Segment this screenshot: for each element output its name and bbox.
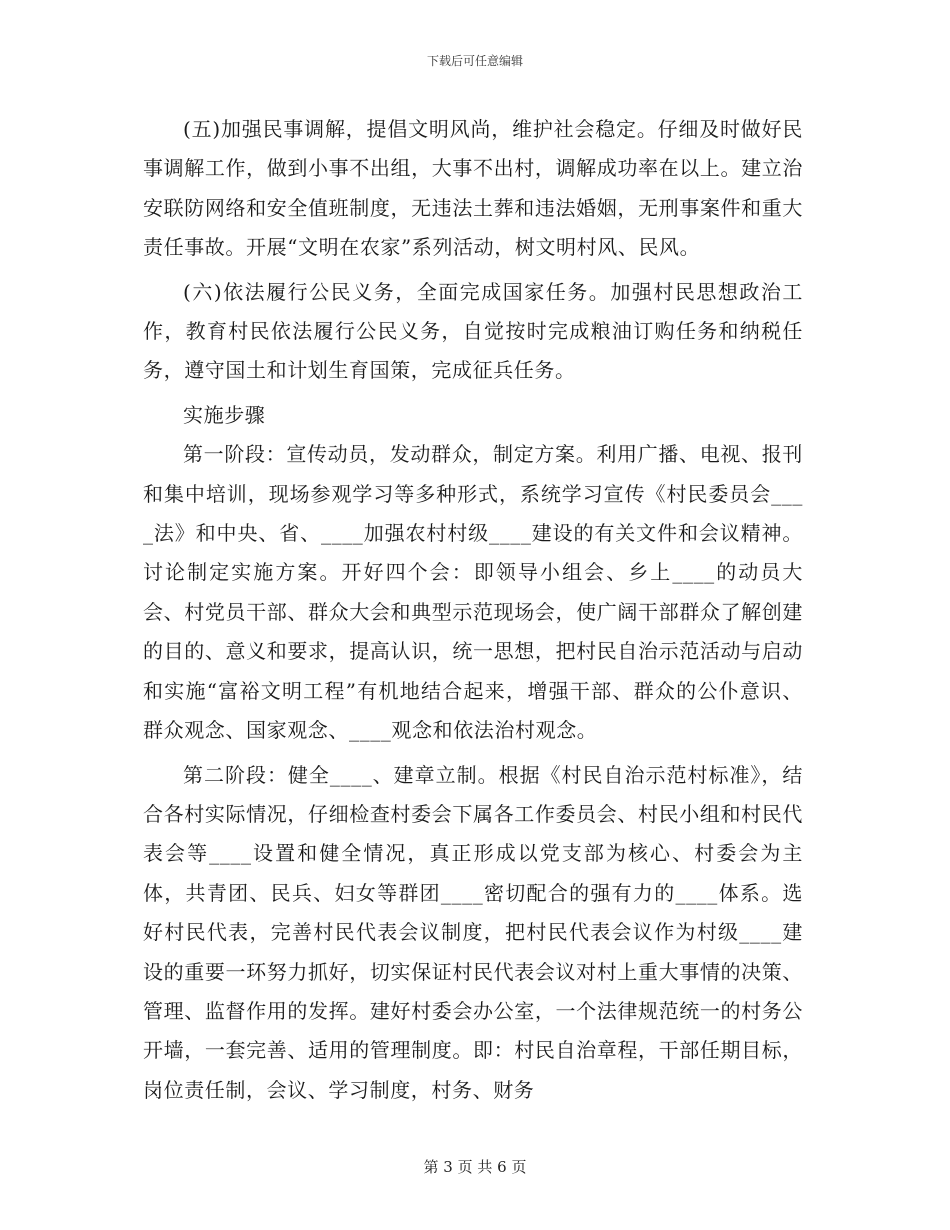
page-number: 第 3 页 共 6 页: [423, 1158, 527, 1176]
paragraph-stage-two: 第二阶段：健全____、建章立制。根据《村民自治示范村标准》，结合各村实际情况，仔细检查村委会下属各工作委员会、村民小组和村民代表会等____设置和健全情况，真正形成以党支部为核心、村委会为主体，共青团、民兵、妇女等群团____密切配合的强有力的____体系。选好村民代表，完善村民代表会议制度，把村民代表会议作为村级____建设的重要一环努力抓好，切实保证村民代表会议对村上重大事情的决策、管理、监督作用的发挥。建好村委会办公室，一个法律规范统一的村务公开墙，一套完善、适用的管理制度。即：村民自治章程，干部任期目标，岗位责任制，会议、学习制度，村务、财务: [143, 762, 803, 1102]
paragraph-stage-one: 第一阶段：宣传动员，发动群众，制定方案。利用广播、电视、报刊和集中培训，现场参观学习等多种形式，系统学习宣传《村民委员会____法》和中央、省、____加强农村村级____建设的有关文件和会议精神。讨论制定实施方案。开好四个会：即领导小组会、乡上____的动员大会、村党员干部、群众大会和典型示范现场会，使广阔干部群众了解创建的目的、意义和要求，提高认识，统一思想，把村民自治示范活动与启动和实施“富裕文明工程”有机地结合起来，增强干部、群众的公仆意识、群众观念、国家观念、____观念和依法治村观念。: [143, 442, 803, 743]
paragraph-civic-duty: (六)依法履行公民义务，全面完成国家任务。加强村民思想政治工作，教育村民依法履行公民义务，自觉按时完成粮油订购任务和纳税任务，遵守国土和计划生育国策，完成征兵任务。: [143, 279, 803, 383]
page-header: 下载后可任意编辑: [426, 54, 523, 68]
document-body: [143, 110, 803, 1110]
paragraph-mediation: (五)加强民事调解，提倡文明风尚，维护社会稳定。仔细及时做好民事调解工作，做到小事不出组，大事不出村，调解成功率在以上。建立治安联防网络和安全值班制度，无违法土葬和违法婚姻，无刑事案件和重大责任事故。开展“文明在农家”系列活动，树文明村风、民风。: [143, 117, 803, 260]
section-heading-steps: 实施步骤: [183, 402, 266, 427]
